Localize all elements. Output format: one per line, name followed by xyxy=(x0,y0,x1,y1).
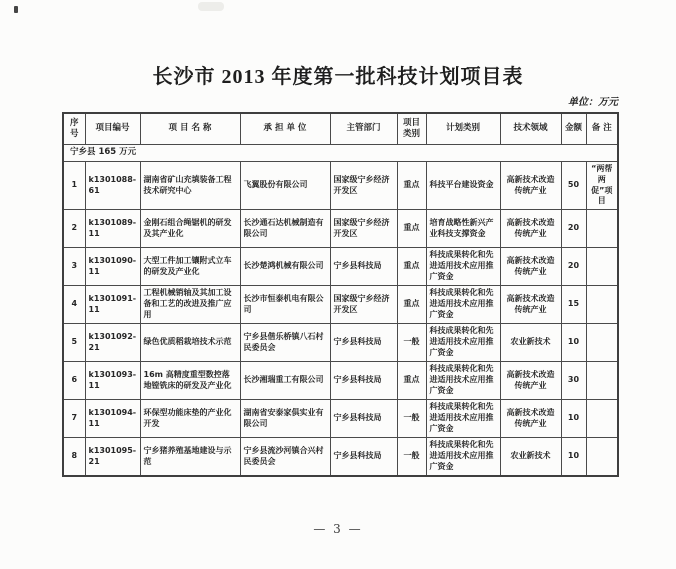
undertaker: 长沙楚鸿机械有限公司 xyxy=(240,248,330,286)
plan-category: 科技平台建设资金 xyxy=(426,162,500,210)
remark: “两帮两促”项目 xyxy=(586,162,618,210)
table-row xyxy=(63,162,618,210)
project-category: 重点 xyxy=(397,210,426,248)
project-code: k1301092-21 xyxy=(85,324,140,362)
tech-field: 高新技术改造传统产业 xyxy=(500,162,561,210)
department: 宁乡县科技局 xyxy=(330,324,397,362)
department: 宁乡县科技局 xyxy=(330,400,397,438)
row-seq: 8 xyxy=(63,438,85,477)
project-code: k1301089-11 xyxy=(85,210,140,248)
region-subtotal: 宁乡县 165 万元 xyxy=(63,145,618,162)
scan-artifact-smudge xyxy=(198,2,224,11)
project-code: k1301090-11 xyxy=(85,248,140,286)
remark xyxy=(586,324,618,362)
project-code: k1301088-61 xyxy=(85,162,140,210)
department: 宁乡县科技局 xyxy=(330,362,397,400)
header-seq: 序号 xyxy=(63,113,85,145)
tech-field: 高新技术改造传统产业 xyxy=(500,286,561,324)
header-tech-field: 技术领域 xyxy=(500,113,561,145)
unit-note: 单位：万元 xyxy=(568,97,618,108)
header-department: 主管部门 xyxy=(330,113,397,145)
row-seq: 4 xyxy=(63,286,85,324)
table-row xyxy=(63,438,618,477)
project-name: 绿色优质稻栽培技术示范 xyxy=(140,324,240,362)
header-project-code: 项目编号 xyxy=(85,113,140,145)
amount: 10 xyxy=(561,324,586,362)
row-seq: 1 xyxy=(63,162,85,210)
project-name: 工程机械销轴及其加工设备和工艺的改进及推广应用 xyxy=(140,286,240,324)
undertaker: 长沙通石达机械制造有限公司 xyxy=(240,210,330,248)
table-row xyxy=(63,362,618,400)
remark xyxy=(586,362,618,400)
project-category: 重点 xyxy=(397,286,426,324)
remark xyxy=(586,210,618,248)
table-row xyxy=(63,286,618,324)
remark xyxy=(586,286,618,324)
undertaker: 湖南省安泰家俱实业有限公司 xyxy=(240,400,330,438)
tech-field: 高新技术改造传统产业 xyxy=(500,210,561,248)
header-undertaker: 承 担 单 位 xyxy=(240,113,330,145)
project-code: k1301095-21 xyxy=(85,438,140,477)
page-number: — 3 — xyxy=(313,522,363,536)
tech-field: 农业新技术 xyxy=(500,438,561,477)
project-code: k1301094-11 xyxy=(85,400,140,438)
amount: 30 xyxy=(561,362,586,400)
department: 国家级宁乡经济开发区 xyxy=(330,286,397,324)
scan-artifact-speck xyxy=(14,6,18,13)
department: 宁乡县科技局 xyxy=(330,438,397,477)
project-category: 重点 xyxy=(397,248,426,286)
project-name: 16m 高精度重型数控落地镗铣床的研发及产业化 xyxy=(140,362,240,400)
row-seq: 5 xyxy=(63,324,85,362)
amount: 20 xyxy=(561,248,586,286)
project-code: k1301093-11 xyxy=(85,362,140,400)
undertaker: 长沙市恒泰机电有限公司 xyxy=(240,286,330,324)
amount: 10 xyxy=(561,400,586,438)
tech-field: 高新技术改造传统产业 xyxy=(500,400,561,438)
undertaker: 长沙湘瑞重工有限公司 xyxy=(240,362,330,400)
projects-table xyxy=(62,112,619,477)
row-seq: 2 xyxy=(63,210,85,248)
table-row xyxy=(63,248,618,286)
undertaker: 宁乡县偕乐桥镇八石村民委员会 xyxy=(240,324,330,362)
project-name: 金刚石组合绳锯机的研发及其产业化 xyxy=(140,210,240,248)
department: 国家级宁乡经济开发区 xyxy=(330,162,397,210)
header-project-name: 项 目 名 称 xyxy=(140,113,240,145)
project-category: 一般 xyxy=(397,438,426,477)
region-subtotal-row xyxy=(63,145,618,162)
amount: 15 xyxy=(561,286,586,324)
amount: 20 xyxy=(561,210,586,248)
department: 宁乡县科技局 xyxy=(330,248,397,286)
table-row xyxy=(63,210,618,248)
remark xyxy=(586,248,618,286)
plan-category: 培育战略性新兴产业科技支撑资金 xyxy=(426,210,500,248)
remark xyxy=(586,438,618,477)
project-category: 一般 xyxy=(397,324,426,362)
table-row xyxy=(63,324,618,362)
row-seq: 7 xyxy=(63,400,85,438)
tech-field: 高新技术改造传统产业 xyxy=(500,362,561,400)
header-project-category: 项目类别 xyxy=(397,113,426,145)
table-row xyxy=(63,400,618,438)
row-seq: 3 xyxy=(63,248,85,286)
amount: 10 xyxy=(561,438,586,477)
project-name: 宁乡猪养殖基地建设与示范 xyxy=(140,438,240,477)
plan-category: 科技成果转化和先进适用技术应用推广资金 xyxy=(426,286,500,324)
document-title: 长沙市 2013 年度第一批科技计划项目表 xyxy=(152,66,524,88)
tech-field: 农业新技术 xyxy=(500,324,561,362)
header-plan-category: 计划类别 xyxy=(426,113,500,145)
plan-category: 科技成果转化和先进适用技术应用推广资金 xyxy=(426,400,500,438)
project-code: k1301091-11 xyxy=(85,286,140,324)
project-category: 重点 xyxy=(397,362,426,400)
row-seq: 6 xyxy=(63,362,85,400)
plan-category: 科技成果转化和先进适用技术应用推广资金 xyxy=(426,438,500,477)
project-name: 大型工件加工镶附式立车的研发及产业化 xyxy=(140,248,240,286)
undertaker: 飞翼股份有限公司 xyxy=(240,162,330,210)
project-category: 重点 xyxy=(397,162,426,210)
tech-field: 高新技术改造传统产业 xyxy=(500,248,561,286)
plan-category: 科技成果转化和先进适用技术应用推广资金 xyxy=(426,324,500,362)
project-category: 一般 xyxy=(397,400,426,438)
plan-category: 科技成果转化和先进适用技术应用推广资金 xyxy=(426,362,500,400)
project-name: 湖南省矿山充填装备工程技术研究中心 xyxy=(140,162,240,210)
header-remark: 备 注 xyxy=(586,113,618,145)
header-amount: 金额 xyxy=(561,113,586,145)
undertaker: 宁乡县流沙河镇合兴村民委员会 xyxy=(240,438,330,477)
plan-category: 科技成果转化和先进适用技术应用推广资金 xyxy=(426,248,500,286)
remark xyxy=(586,400,618,438)
department: 国家级宁乡经济开发区 xyxy=(330,210,397,248)
project-name: 环保型功能床垫的产业化开发 xyxy=(140,400,240,438)
amount: 50 xyxy=(561,162,586,210)
header-row xyxy=(63,113,618,145)
